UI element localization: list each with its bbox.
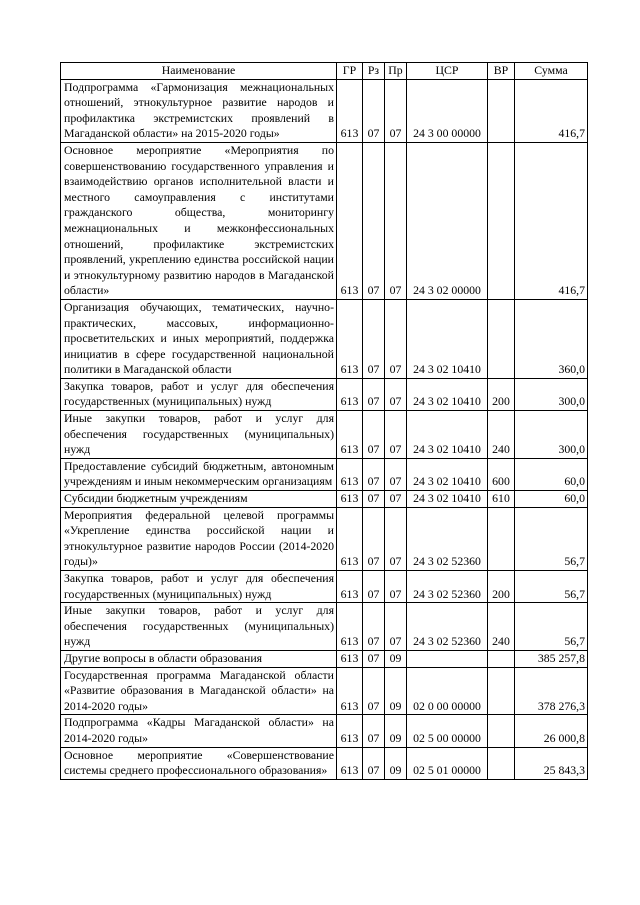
row-csr: 24 3 02 52360	[407, 571, 488, 603]
row-pr: 09	[385, 667, 407, 715]
row-gr: 613	[337, 142, 363, 299]
row-rz: 07	[363, 747, 385, 779]
header-row	[61, 63, 588, 80]
row-gr: 613	[337, 715, 363, 747]
row-pr: 07	[385, 79, 407, 142]
row-csr: 02 0 00 00000	[407, 667, 488, 715]
row-gr: 613	[337, 299, 363, 378]
row-name: Основное мероприятие «Совершенствование системы среднего профессионального образования»	[61, 747, 337, 779]
row-rz: 07	[363, 458, 385, 490]
row-name: Другие вопросы в области образования	[61, 650, 337, 667]
row-pr: 07	[385, 299, 407, 378]
row-name: Предоставление субсидий бюджетным, автономным учреждениям и иным некоммерческим организациям	[61, 458, 337, 490]
row-rz: 07	[363, 507, 385, 570]
row-vr: 240	[488, 411, 515, 459]
row-vr	[488, 747, 515, 779]
row-vr: 240	[488, 603, 515, 651]
row-csr: 24 3 02 10410	[407, 458, 488, 490]
row-vr	[488, 650, 515, 667]
row-rz: 07	[363, 411, 385, 459]
header-csr: ЦСР	[407, 63, 488, 80]
row-sum: 56,7	[515, 507, 588, 570]
row-csr: 24 3 02 00000	[407, 142, 488, 299]
row-name: Подпрограмма «Кадры Магаданской области» на 2014-2020 годы»	[61, 715, 337, 747]
table-row	[61, 747, 588, 779]
row-vr	[488, 667, 515, 715]
row-pr: 07	[385, 411, 407, 459]
row-pr: 09	[385, 650, 407, 667]
row-pr: 07	[385, 142, 407, 299]
row-gr: 613	[337, 650, 363, 667]
row-gr: 613	[337, 603, 363, 651]
row-gr: 613	[337, 411, 363, 459]
row-gr: 613	[337, 507, 363, 570]
row-name: Мероприятия федеральной целевой программы «Укрепление единства российской нации и этнокультурное развитие народов России (2014-2020 годы)»	[61, 507, 337, 570]
row-name: Иные закупки товаров, работ и услуг для обеспечения государственных (муниципальных) нужд	[61, 603, 337, 651]
row-vr	[488, 299, 515, 378]
table-row	[61, 507, 588, 570]
table-row	[61, 491, 588, 508]
row-rz: 07	[363, 603, 385, 651]
row-csr: 24 3 02 10410	[407, 411, 488, 459]
row-name: Государственная программа Магаданской области «Развитие образования в Магаданской области» на 2014-2020 годы»	[61, 667, 337, 715]
row-gr: 613	[337, 378, 363, 410]
row-gr: 613	[337, 458, 363, 490]
row-sum: 60,0	[515, 458, 588, 490]
row-csr: 24 3 02 10410	[407, 378, 488, 410]
row-gr: 613	[337, 491, 363, 508]
row-rz: 07	[363, 715, 385, 747]
table-row	[61, 571, 588, 603]
header-pr: Пр	[385, 63, 407, 80]
row-csr: 02 5 00 00000	[407, 715, 488, 747]
header-rz: Рз	[363, 63, 385, 80]
row-rz: 07	[363, 378, 385, 410]
table-row	[61, 603, 588, 651]
row-rz: 07	[363, 667, 385, 715]
row-gr: 613	[337, 571, 363, 603]
row-csr: 02 5 01 00000	[407, 747, 488, 779]
header-name: Наименование	[61, 63, 337, 80]
row-csr: 24 3 02 10410	[407, 299, 488, 378]
row-pr: 07	[385, 507, 407, 570]
row-csr: 24 3 02 52360	[407, 507, 488, 570]
row-pr: 07	[385, 571, 407, 603]
table-row	[61, 378, 588, 410]
row-rz: 07	[363, 142, 385, 299]
header-vr: ВР	[488, 63, 515, 80]
row-pr: 09	[385, 715, 407, 747]
table-row	[61, 650, 588, 667]
row-name: Субсидии бюджетным учреждениям	[61, 491, 337, 508]
row-vr: 200	[488, 571, 515, 603]
budget-table	[60, 62, 588, 780]
row-sum: 25 843,3	[515, 747, 588, 779]
table-row	[61, 411, 588, 459]
row-csr: 24 3 00 00000	[407, 79, 488, 142]
row-pr: 07	[385, 378, 407, 410]
row-csr: 24 3 02 52360	[407, 603, 488, 651]
row-vr	[488, 507, 515, 570]
row-pr: 07	[385, 491, 407, 508]
row-sum: 360,0	[515, 299, 588, 378]
row-name: Подпрограмма «Гармонизация межнациональных отношений, этнокультурное развитие народов и профилактика экстремистских проявлений в Магаданской области» на 2015-2020 годы»	[61, 79, 337, 142]
row-rz: 07	[363, 571, 385, 603]
table-row	[61, 667, 588, 715]
table-row	[61, 79, 588, 142]
row-gr: 613	[337, 747, 363, 779]
row-vr: 610	[488, 491, 515, 508]
table-row	[61, 715, 588, 747]
row-sum: 56,7	[515, 571, 588, 603]
table-row	[61, 142, 588, 299]
row-name: Иные закупки товаров, работ и услуг для обеспечения государственных (муниципальных) нужд	[61, 411, 337, 459]
table-row	[61, 458, 588, 490]
row-pr: 07	[385, 458, 407, 490]
table-row	[61, 299, 588, 378]
row-sum: 416,7	[515, 142, 588, 299]
row-pr: 07	[385, 603, 407, 651]
row-name: Закупка товаров, работ и услуг для обеспечения государственных (муниципальных) нужд	[61, 571, 337, 603]
row-sum: 300,0	[515, 411, 588, 459]
row-sum: 300,0	[515, 378, 588, 410]
row-vr: 600	[488, 458, 515, 490]
row-rz: 07	[363, 79, 385, 142]
row-vr	[488, 79, 515, 142]
row-vr: 200	[488, 378, 515, 410]
row-sum: 26 000,8	[515, 715, 588, 747]
row-gr: 613	[337, 79, 363, 142]
row-sum: 60,0	[515, 491, 588, 508]
row-vr	[488, 715, 515, 747]
header-sum: Сумма	[515, 63, 588, 80]
row-rz: 07	[363, 299, 385, 378]
row-name: Основное мероприятие «Мероприятия по совершенствованию государственного управления и взаимодействию органов исполнительной власти и местного самоуправления с институтами гражданского общества, мониторингу межнациональных и межконфессиональных отношений, профилактике экстремистских проявлений, укреплению единства российской нации и этнокультурному развитию народов в Магаданской области»	[61, 142, 337, 299]
row-rz: 07	[363, 650, 385, 667]
row-csr	[407, 650, 488, 667]
row-gr: 613	[337, 667, 363, 715]
row-csr: 24 3 02 10410	[407, 491, 488, 508]
row-vr	[488, 142, 515, 299]
row-pr: 09	[385, 747, 407, 779]
row-sum: 385 257,8	[515, 650, 588, 667]
row-sum: 416,7	[515, 79, 588, 142]
row-name: Организация обучающих, тематических, научно-практических, массовых, информационно-просветительских и иных мероприятий, поддержка инициатив в сфере государственной национальной политики в Магаданской области	[61, 299, 337, 378]
row-name: Закупка товаров, работ и услуг для обеспечения государственных (муниципальных) нужд	[61, 378, 337, 410]
header-gr: ГР	[337, 63, 363, 80]
row-rz: 07	[363, 491, 385, 508]
row-sum: 56,7	[515, 603, 588, 651]
row-sum: 378 276,3	[515, 667, 588, 715]
